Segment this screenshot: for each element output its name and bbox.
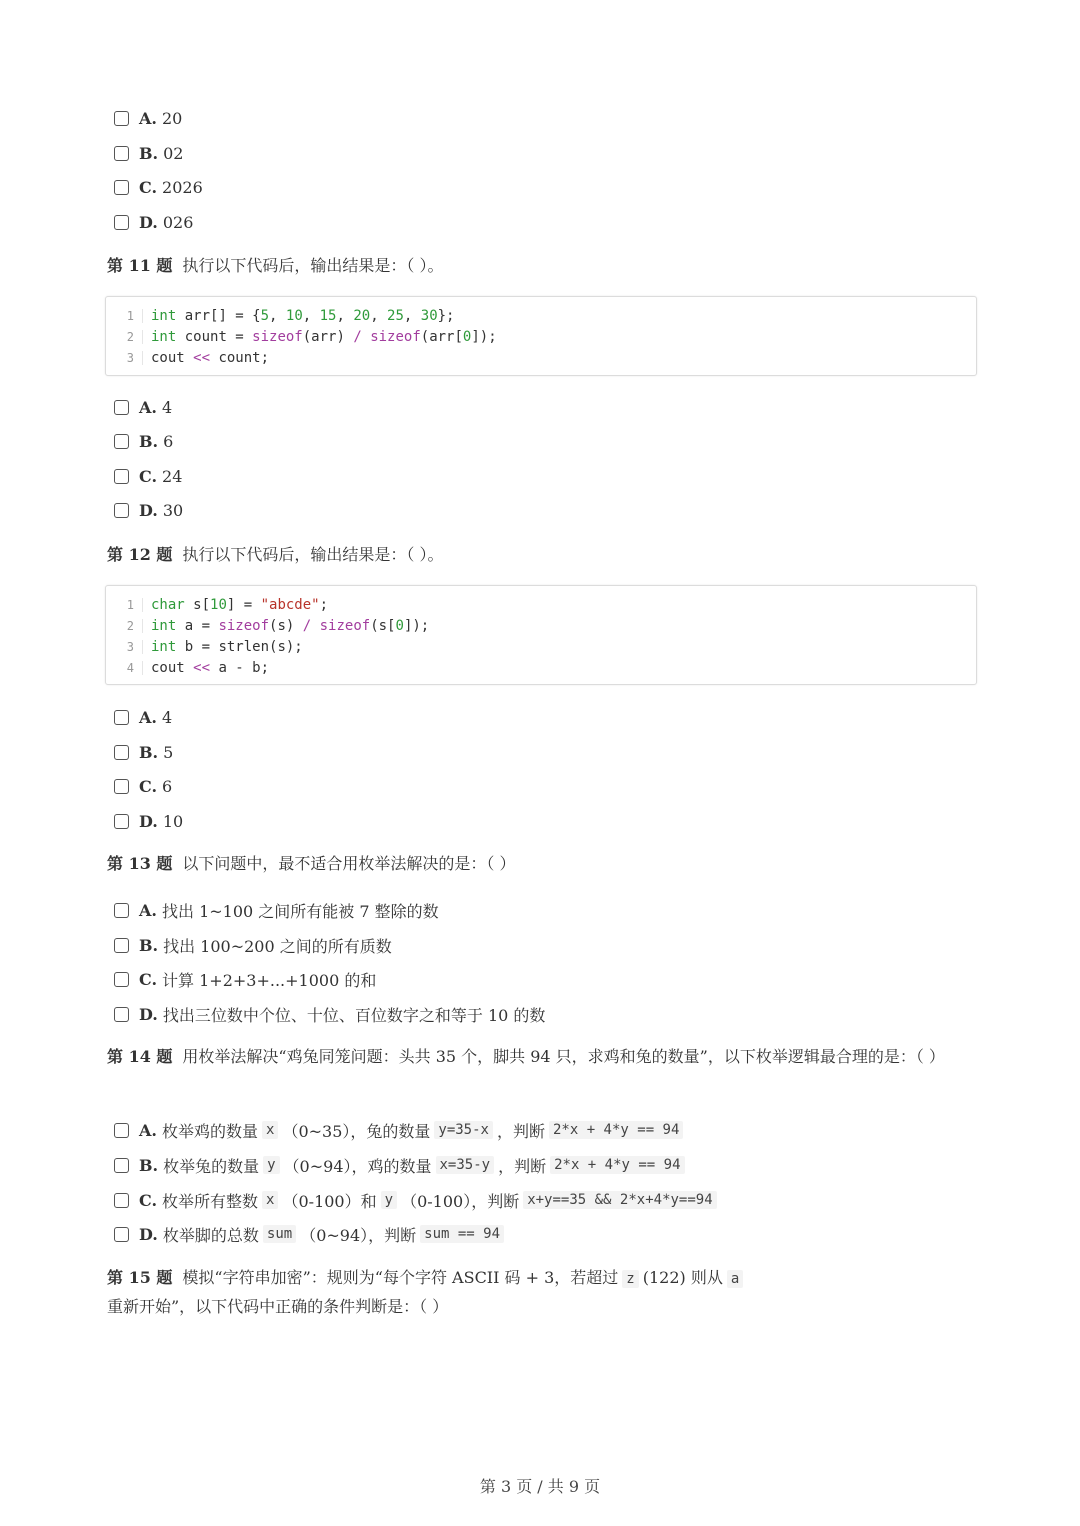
option-a[interactable] [114, 395, 172, 419]
text-segment: ，判断 [498, 1156, 547, 1176]
question-15 [107, 1264, 977, 1321]
option-c[interactable] [114, 175, 203, 199]
line-number: 2 [106, 619, 143, 633]
option-letter: C. [139, 776, 158, 796]
option-b[interactable] [114, 740, 173, 764]
option-text [139, 812, 183, 831]
question-text [107, 1268, 747, 1316]
checkbox[interactable] [114, 1227, 129, 1242]
code-token: 10 [285, 307, 303, 324]
inline-code: sum == 94 [420, 1225, 504, 1243]
checkbox[interactable] [114, 710, 129, 725]
code-token: , [403, 307, 421, 324]
code-block [105, 296, 977, 376]
code-token: , [336, 307, 354, 324]
code-token: }; [437, 307, 455, 324]
inline-code: sum [263, 1225, 296, 1243]
inline-code: x+y==35 && 2*x+4*y==94 [523, 1191, 716, 1209]
text-segment: （0-100）和 [282, 1191, 377, 1211]
option-c[interactable] [114, 774, 172, 798]
option-letter: C. [139, 177, 158, 197]
code-token: sizeof [218, 617, 270, 634]
option-text [139, 501, 183, 520]
option-a[interactable] [114, 106, 182, 130]
option-letter: C. [139, 1190, 158, 1210]
checkbox[interactable] [114, 111, 129, 126]
code-token: (arr) [302, 328, 354, 345]
option-letter: A. [139, 397, 157, 417]
text-segment: （0~94），判断 [300, 1225, 417, 1245]
option-letter: B. [139, 1155, 159, 1175]
option-text [139, 213, 193, 232]
question-11 [107, 252, 977, 280]
code-line [106, 657, 269, 678]
line-number: 4 [106, 661, 143, 675]
checkbox[interactable] [114, 215, 129, 230]
code-block [105, 585, 977, 685]
code-token: / [302, 617, 312, 634]
code-token: 10 [210, 596, 227, 613]
code-token: / [353, 328, 362, 345]
text-segment: 计算 1+2+3+...+1000 的和 [162, 970, 377, 990]
inline-code: y [381, 1191, 397, 1209]
code-token: 5 [260, 307, 270, 324]
text-segment: 用枚举法解决“鸡兔同笼问题：头共 35 个，脚共 94 只，求鸡和兔的数量”，以下枚举逻辑最合理的是：（ ） [182, 1047, 945, 1066]
code-token: a - b; [210, 659, 270, 676]
code-token: 0 [395, 617, 404, 634]
text-segment: 找出三位数中个位、十位、百位数字之和等于 10 的数 [162, 1005, 546, 1025]
option-text [139, 968, 376, 991]
text-segment: 枚举兔的数量 [163, 1156, 260, 1176]
code-token: ; [319, 596, 329, 613]
inline-code: y [263, 1156, 279, 1174]
text-segment: 30 [162, 500, 184, 520]
option-letter: D. [139, 212, 158, 232]
code-line [106, 305, 454, 326]
code-token: int [151, 638, 177, 655]
code-token: (arr[ [420, 328, 463, 345]
code-token: << [193, 349, 211, 366]
question-14 [107, 1043, 973, 1071]
code-token: s[ [184, 596, 211, 613]
text-segment: (122) 则从 [642, 1268, 723, 1287]
code-token: ]); [471, 328, 497, 345]
option-c[interactable] [114, 967, 376, 991]
code-token: ]); [403, 617, 430, 634]
code-token: 30 [420, 307, 438, 324]
option-c[interactable] [114, 1188, 721, 1212]
code-line [106, 615, 429, 636]
line-number: 3 [106, 351, 143, 365]
text-segment: 02 [163, 143, 184, 163]
code-token: (s) [269, 617, 303, 634]
text-segment: 枚举鸡的数量 [161, 1121, 258, 1141]
inline-code: z [622, 1270, 638, 1288]
option-text [139, 708, 172, 727]
checkbox[interactable] [114, 146, 129, 161]
question-text [182, 854, 515, 873]
code-line [106, 347, 269, 368]
text-segment: 执行以下代码后，输出结果是：（ ）。 [182, 545, 444, 564]
inline-code: a [727, 1270, 743, 1288]
option-d[interactable] [114, 498, 183, 522]
code-token: (s[ [370, 617, 396, 634]
option-a[interactable] [114, 898, 439, 922]
code-token: int [151, 307, 177, 324]
code-token: ] = [226, 596, 261, 613]
option-b[interactable] [114, 429, 173, 453]
text-segment: 执行以下代码后，输出结果是：（ ）。 [182, 256, 444, 275]
option-letter: B. [139, 431, 159, 451]
checkbox[interactable] [114, 1123, 129, 1138]
option-text [139, 432, 173, 451]
checkbox[interactable] [114, 1007, 129, 1022]
code-token: 20 [353, 307, 371, 324]
text-segment: 枚举脚的总数 [162, 1225, 259, 1245]
checkbox[interactable] [114, 434, 129, 449]
checkbox[interactable] [114, 1193, 129, 1208]
checkbox[interactable] [114, 814, 129, 829]
text-segment: （0~94），鸡的数量 [283, 1156, 432, 1176]
question-number: 第 15 题 [107, 1268, 173, 1287]
code-token: arr[] = { [176, 307, 261, 324]
line-number: 2 [106, 330, 143, 344]
option-text [139, 398, 172, 417]
question-number: 第 12 题 [107, 545, 173, 564]
option-letter: D. [139, 811, 158, 831]
option-b[interactable] [114, 933, 392, 957]
code-token: 15 [319, 307, 337, 324]
text-segment: ，判断 [496, 1121, 545, 1141]
option-text [139, 1154, 689, 1177]
question-number: 第 13 题 [107, 854, 173, 873]
code-token [362, 329, 370, 345]
code-token: a = [176, 617, 219, 634]
question-12 [107, 541, 977, 569]
option-letter: C. [139, 466, 158, 486]
code-line [106, 636, 303, 657]
question-13 [107, 850, 977, 878]
option-d[interactable] [114, 809, 183, 833]
text-segment: 026 [162, 212, 194, 232]
line-number: 1 [106, 598, 143, 612]
inline-code: 2*x + 4*y == 94 [549, 1121, 683, 1139]
option-text [139, 467, 182, 486]
code-token: sizeof [252, 328, 303, 345]
line-number: 3 [106, 640, 143, 654]
option-a[interactable] [114, 1118, 687, 1142]
text-segment: 找出 1~100 之间所有能被 7 整除的数 [161, 901, 439, 921]
option-letter: D. [139, 1004, 158, 1024]
checkbox[interactable] [114, 745, 129, 760]
code-token: << [193, 659, 211, 676]
text-segment: 6 [162, 776, 173, 796]
code-token: cout [151, 349, 194, 366]
checkbox[interactable] [114, 469, 129, 484]
code-token: sizeof [319, 617, 371, 634]
option-letter: B. [139, 143, 159, 163]
code-line [106, 594, 328, 615]
option-d[interactable] [114, 1222, 508, 1246]
checkbox[interactable] [114, 938, 129, 953]
inline-code: x [262, 1121, 278, 1139]
text-segment: 2026 [162, 177, 203, 197]
option-letter: B. [139, 935, 159, 955]
option-d[interactable] [114, 210, 193, 234]
question-number: 第 14 题 [107, 1047, 173, 1066]
text-segment: 模拟“字符串加密”：规则为“每个字符 ASCII 码 + 3，若超过 [182, 1268, 619, 1287]
option-text [139, 1189, 721, 1212]
text-segment: 20 [161, 108, 183, 128]
code-token: , [370, 307, 388, 324]
code-line [106, 326, 497, 347]
code-token: sizeof [370, 328, 421, 345]
inline-code: y=35-x [434, 1121, 493, 1139]
option-text [139, 144, 183, 163]
inline-code: x [262, 1191, 278, 1209]
checkbox[interactable] [114, 400, 129, 415]
line-number: 1 [106, 309, 143, 323]
option-text [139, 178, 203, 197]
inline-code: x=35-y [436, 1156, 495, 1174]
option-text [139, 777, 172, 796]
option-text [139, 899, 439, 922]
question-text [182, 545, 443, 564]
text-segment: 6 [163, 431, 174, 451]
option-letter: C. [139, 969, 158, 989]
option-text [139, 1223, 508, 1246]
checkbox[interactable] [114, 779, 129, 794]
option-letter: D. [139, 500, 158, 520]
question-number: 第 11 题 [107, 256, 173, 275]
option-b[interactable] [114, 1153, 689, 1177]
text-segment: 24 [162, 466, 183, 486]
option-a[interactable] [114, 705, 172, 729]
checkbox[interactable] [114, 180, 129, 195]
code-token: b = strlen(s); [176, 638, 303, 655]
text-segment: 10 [162, 811, 184, 831]
checkbox[interactable] [114, 903, 129, 918]
code-token: "abcde" [260, 596, 320, 613]
option-d[interactable] [114, 1002, 545, 1026]
option-letter: A. [139, 707, 157, 727]
option-text [139, 109, 182, 128]
question-text [182, 256, 443, 275]
text-segment: 以下问题中，最不适合用枚举法解决的是：（ ） [182, 854, 516, 873]
code-token: count = [176, 328, 253, 345]
option-letter: A. [139, 1120, 157, 1140]
option-b[interactable] [114, 141, 183, 165]
option-letter: B. [139, 742, 159, 762]
option-letter: A. [139, 108, 157, 128]
text-segment: 找出 100~200 之间的所有质数 [163, 936, 392, 956]
text-segment: 4 [161, 397, 173, 417]
option-text [139, 743, 173, 762]
code-token: , [302, 307, 320, 324]
checkbox[interactable] [114, 1158, 129, 1173]
code-token: 25 [387, 307, 404, 324]
code-token: , [269, 307, 286, 324]
option-text [139, 934, 392, 957]
checkbox[interactable] [114, 503, 129, 518]
code-token: int [151, 617, 177, 634]
code-token: count; [210, 349, 270, 366]
code-token: int [151, 328, 177, 345]
text-segment: 枚举所有整数 [162, 1191, 259, 1211]
inline-code: 2*x + 4*y == 94 [550, 1156, 684, 1174]
page-footer: 第 3 页 / 共 9 页 [479, 1477, 601, 1496]
text-segment: 4 [161, 707, 173, 727]
text-segment: （0-100），判断 [401, 1191, 520, 1211]
option-letter: D. [139, 1224, 158, 1244]
question-text [182, 1047, 945, 1066]
option-text [139, 1119, 687, 1142]
code-token: 0 [462, 328, 472, 345]
option-letter: A. [139, 900, 157, 920]
code-token [311, 618, 319, 634]
code-token: cout [151, 659, 194, 676]
option-c[interactable] [114, 464, 182, 488]
code-token: char [151, 596, 185, 613]
checkbox[interactable] [114, 972, 129, 987]
text-segment: 5 [163, 742, 174, 762]
text-segment: 重新开始”，以下代码中正确的条件判断是：（ ） [107, 1297, 449, 1316]
option-text [139, 1003, 545, 1026]
text-segment: （0~35），兔的数量 [282, 1121, 431, 1141]
